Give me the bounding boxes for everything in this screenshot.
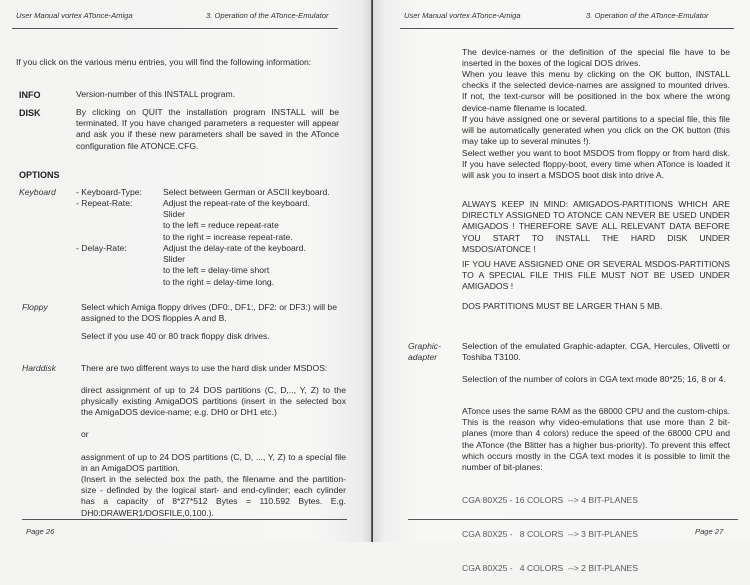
delay-rate-line: to the right = delay-time long. (163, 276, 275, 287)
harddisk-label: Harddisk (22, 363, 56, 373)
delay-rate-line: to the left = delay-time short (163, 265, 270, 276)
repeat-rate-line: Slider (163, 209, 185, 220)
graphic-adapter-label (408, 341, 441, 363)
warning-special-file: IF YOU HAVE ASSIGNED ONE OR SEVERAL MSDOS-PARTITIONS TO A SPECIAL FILE THIS FILE MUST NOT BE USED UNDER AMIGADOS ! (462, 259, 730, 292)
disk-text: By clicking on QUIT the installation program INSTALL will be terminated. If you have changed parameters a requester will appear and ask you if these new parameters shall be saved in the ATonce configuration file ATONCE.CFG. (76, 107, 339, 151)
graphic-para-1: Selection of the emulated Graphic-adapter. CGA, Hercules, Olivetti or Toshiba T3100. (462, 341, 730, 363)
repeat-rate-name: - Repeat-Rate: (76, 198, 133, 208)
info-text: Version-number of this INSTALL program. (76, 89, 236, 99)
intro-text: If you click on the various menu entries, you will find the following information: (16, 57, 312, 67)
harddisk-text-2: direct assignment of up to 24 DOS partitions (C, D,.., Y, Z) to the physically existing AmigaDOS partitions (insert in the selected box the AmigaDOS device-name; e.g. DH0 or DH1 etc.) (81, 385, 346, 418)
cga-mode-item: CGA 80X25 - 8 COLORS --> 3 BIT-PLANES (462, 529, 638, 540)
right-footer-rule (408, 519, 738, 520)
cga-mode-item: CGA 80X25 - 16 COLORS --> 4 BIT-PLANES (462, 495, 639, 506)
warning-size: DOS PARTITIONS MUST BE LARGER THAN 5 MB. (462, 301, 663, 311)
right-para-3: If you have assigned one or several partitions to a special file, this file will be automatically generated when you click on the OK button (this may take up to several minutes !). (462, 114, 730, 147)
harddisk-text-4: (Insert in the selected box the path, the filename and the partition-size - definded by the logical start- and end-cylinder; each cylinder has a capacity of 8*27*512 Bytes = 110.592 Bytes. E.g. DH0:DRAWER1/DOSFILE,0,100.). (81, 474, 346, 518)
left-header-rule (12, 28, 338, 29)
graphic-para-3: ATonce uses the same RAM as the 68000 CPU and the custom-chips. This is the reason why video-emulations that use more than 2 bit-planes (more than 4 colors) reduce the speed of the 68000 CPU and the ATonce (the Blitter has a higher bus-priority). To prevent this effect which occurs mostly in the CGA text modes it is possible to limit the number of bit-planes: (462, 406, 730, 473)
disk-label: DISK (19, 108, 41, 118)
delay-rate-name: - Delay-Rate: (76, 243, 127, 253)
right-header-rule (400, 28, 734, 29)
keyboard-type-desc: Select between German or ASCII keyboard. (163, 187, 330, 197)
options-heading: OPTIONS (19, 170, 60, 180)
info-label: INFO (19, 90, 41, 100)
right-header-title: User Manual vortex ATonce-Amiga (404, 11, 521, 20)
repeat-rate-desc (163, 198, 310, 243)
right-para-1: The device-names or the definition of the special file have to be inserted in the boxes of the logical DOS drives. (462, 47, 730, 69)
left-header-chapter: 3. Operation of the ATonce-Emulator (206, 11, 329, 20)
graphic-para-2: Selection of the number of colors in CGA text mode 80*25; 16, 8 or 4. (462, 374, 726, 384)
floppy-label: Floppy (22, 302, 48, 312)
delay-rate-line: Slider (163, 254, 185, 265)
delay-rate-line: Adjust the delay-rate of the keyboard. (163, 243, 306, 253)
graphic-adapter-label-line: adapter (408, 352, 438, 363)
right-header-chapter: 3. Operation of the ATonce-Emulator (586, 11, 709, 20)
cga-mode-list (462, 473, 638, 585)
right-page-number: Page 27 (695, 527, 724, 536)
harddisk-text-or: or (81, 429, 89, 439)
right-para-4: Select wether you want to boot MSDOS from floppy or from hard disk. If you have selected floppy-boot, every time when ATonce is loaded it will ask you to insert a MSDOS boot disk into drive A. (462, 148, 730, 181)
repeat-rate-line: Adjust the repeat-rate of the keyboard. (163, 198, 310, 208)
left-header-title: User Manual vortex ATonce-Amiga (16, 11, 133, 20)
left-page-number: Page 26 (26, 527, 55, 536)
repeat-rate-line: to the right = increase repeat-rate. (163, 231, 293, 242)
warning-partitions: ALWAYS KEEP IN MIND: AMIGADOS-PARTITIONS WHICH ARE DIRECTLY ASSIGNED TO ATONCE CAN NEVER BE USED UNDER AMIGADOS ! THEREFORE SAVE ALL RELEVANT DATA BEFORE YOU START TO INSTALL THE HARD DISK UNDER MSDOS/ATONCE ! (462, 199, 730, 254)
delay-rate-desc (163, 243, 306, 288)
cga-mode-item: CGA 80X25 - 4 COLORS --> 2 BIT-PLANES (462, 562, 638, 573)
left-footer-rule (22, 519, 347, 520)
floppy-text-1: Select which Amiga floppy drives (DF0:, DF1:, DF2: or DF3:) will be assigned to the DOS floppies A and B. (81, 302, 337, 324)
repeat-rate-line: to the left = reduce repeat-rate (163, 220, 279, 231)
harddisk-text-3: assignment of up to 24 DOS partitions (C, D, ..., Y, Z) to a special file in an AmigaDOS partition. (81, 452, 346, 474)
keyboard-label: Keyboard (19, 187, 56, 197)
floppy-text-2: Select if you use 40 or 80 track floppy disk drives. (81, 331, 270, 341)
keyboard-type-name: - Keyboard-Type: (76, 187, 142, 197)
graphic-adapter-label-line: Graphic- (408, 341, 441, 351)
right-para-2: When you leave this menu by clicking on the OK button, INSTALL checks if the selected device-names are assigned to mounted drives. If not, the text-cursor will be positioned in the box where the wrong device-name filename is located. (462, 69, 730, 113)
harddisk-text-1: There are two different ways to use the hard disk under MSDOS: (81, 363, 328, 373)
